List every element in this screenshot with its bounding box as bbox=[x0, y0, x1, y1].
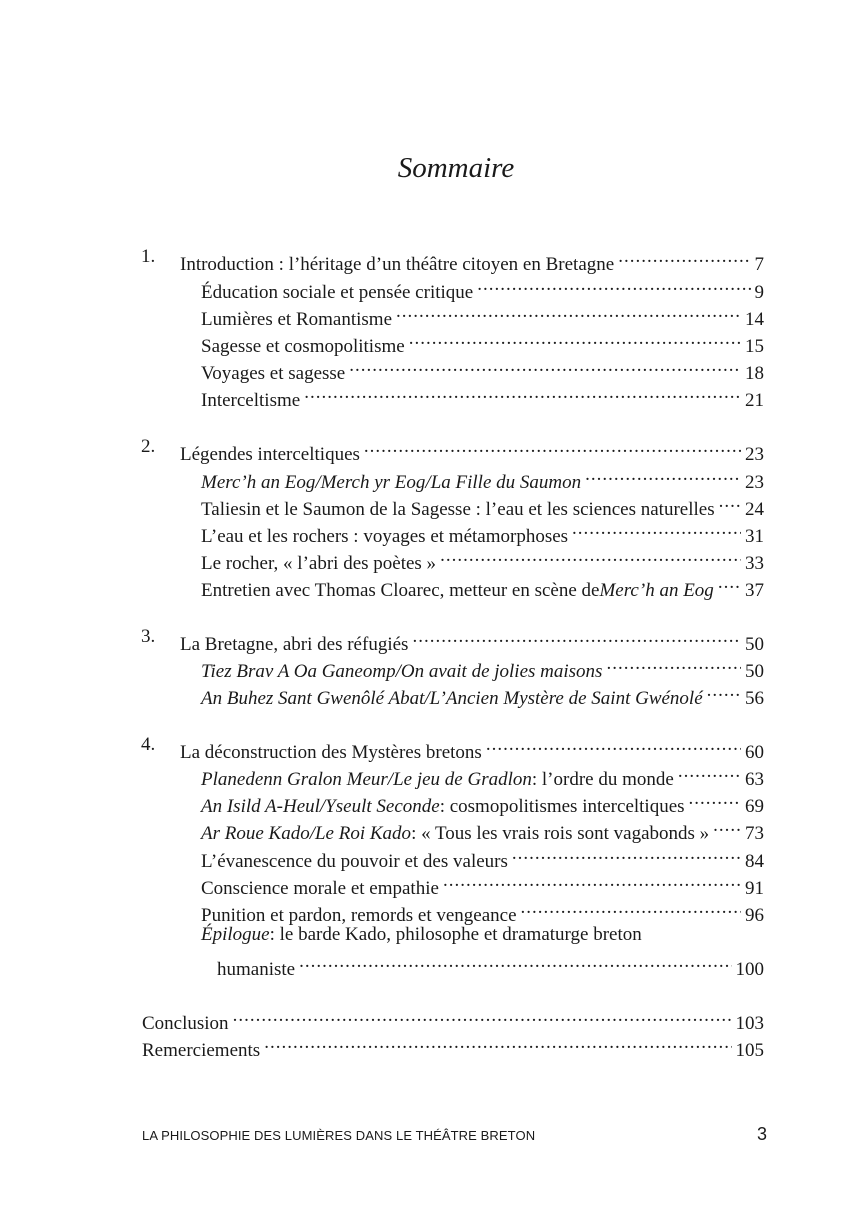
toc-number: 1. bbox=[141, 246, 156, 267]
toc-page: 37 bbox=[745, 580, 764, 601]
toc-leader bbox=[233, 1002, 732, 1029]
toc-leader bbox=[477, 271, 750, 298]
toc-leader bbox=[412, 623, 741, 650]
toc-leader bbox=[486, 731, 741, 758]
toc-label: La Bretagne, abri des réfugiés bbox=[180, 634, 409, 655]
toc-page: 50 bbox=[745, 634, 764, 655]
toc-page: 50 bbox=[745, 661, 764, 682]
toc-entry[interactable] bbox=[201, 677, 764, 709]
toc-leader bbox=[606, 650, 741, 677]
toc-leader bbox=[409, 325, 741, 352]
toc-label-part: : cosmopolitismes interceltiques bbox=[439, 796, 685, 817]
toc-label: Merc’h an Eog/Merch yr Eog/La Fille du Saumon bbox=[201, 472, 582, 493]
toc-label-part: : le barde Kado, philosophe et dramaturge breton bbox=[269, 924, 642, 945]
toc-page: 84 bbox=[745, 851, 764, 872]
toc-entry[interactable] bbox=[201, 298, 764, 330]
toc-leader bbox=[521, 894, 741, 921]
toc-entry[interactable] bbox=[201, 867, 764, 899]
toc-leader bbox=[719, 488, 741, 515]
toc-label: Légendes interceltiques bbox=[180, 444, 360, 465]
running-title: LA PHILOSOPHIE DES LUMIÈRES DANS LE THÉÂTRE BRETON bbox=[142, 1128, 536, 1143]
toc-leader bbox=[512, 840, 741, 867]
toc-page: 96 bbox=[745, 905, 764, 926]
toc-page: 60 bbox=[745, 742, 764, 763]
toc-leader bbox=[585, 461, 741, 488]
toc-leader bbox=[572, 515, 741, 542]
page-number: 3 bbox=[756, 1124, 767, 1144]
toc-entry[interactable] bbox=[201, 488, 764, 520]
toc-page: 9 bbox=[754, 282, 764, 303]
toc-leader bbox=[689, 785, 741, 812]
toc-leader bbox=[713, 812, 741, 839]
page-footer bbox=[142, 1124, 767, 1145]
toc-page: 105 bbox=[735, 1040, 764, 1061]
toc-label: Punition et pardon, remords et vengeance bbox=[201, 905, 517, 926]
toc-leader bbox=[443, 867, 741, 894]
toc-entry[interactable] bbox=[201, 812, 764, 844]
toc-entry[interactable] bbox=[217, 948, 764, 980]
toc-leader bbox=[678, 758, 741, 785]
toc-label: Remerciements bbox=[142, 1040, 261, 1061]
toc-entry[interactable] bbox=[201, 569, 764, 601]
toc-page: 56 bbox=[745, 688, 764, 709]
toc-page: 24 bbox=[745, 499, 764, 520]
toc-leader bbox=[440, 542, 741, 569]
toc-number: 2. bbox=[141, 436, 156, 457]
toc-label: Lumières et Romantisme bbox=[201, 309, 393, 330]
toc-label: Interceltisme bbox=[201, 390, 301, 411]
toc-page: 21 bbox=[745, 390, 764, 411]
toc-number: 4. bbox=[141, 734, 156, 755]
toc-label: L’eau et les rochers : voyages et métamorphoses bbox=[201, 526, 569, 547]
toc-entry[interactable] bbox=[141, 243, 764, 275]
toc-entry[interactable] bbox=[201, 921, 764, 948]
page-title: Sommaire bbox=[397, 152, 515, 184]
toc-page: 91 bbox=[745, 878, 764, 899]
toc-leader bbox=[718, 569, 741, 596]
toc-entry[interactable] bbox=[141, 433, 764, 465]
toc-page: 69 bbox=[745, 796, 764, 817]
toc-page: 23 bbox=[745, 472, 764, 493]
toc-page: 103 bbox=[735, 1013, 764, 1034]
toc-leader bbox=[618, 243, 750, 270]
toc-number: 3. bbox=[141, 626, 156, 647]
toc-entry[interactable] bbox=[201, 461, 764, 493]
toc-entry[interactable] bbox=[141, 731, 764, 763]
toc-entry[interactable] bbox=[201, 542, 764, 574]
toc-entry[interactable] bbox=[201, 758, 764, 790]
toc-label: Éducation sociale et pensée critique bbox=[201, 282, 474, 303]
toc-entry[interactable] bbox=[201, 785, 764, 817]
toc-label: Voyages et sagesse bbox=[201, 363, 346, 384]
toc-label: An Buhez Sant Gwenôlé Abat/L’Ancien Mystère de Saint Gwénolé bbox=[201, 688, 703, 709]
toc-entry[interactable] bbox=[201, 271, 764, 303]
toc-label: Introduction : l’héritage d’un théâtre citoyen en Bretagne bbox=[180, 254, 615, 275]
toc-entry[interactable] bbox=[142, 1002, 764, 1034]
toc-page: 15 bbox=[745, 336, 764, 357]
toc-label-part: : « Tous les vrais rois sont vagabonds » bbox=[411, 823, 710, 844]
toc-label-part: Entretien avec Thomas Cloarec, metteur en scène de bbox=[201, 580, 600, 601]
toc-entry[interactable] bbox=[201, 840, 764, 872]
toc-page: 63 bbox=[745, 769, 764, 790]
toc-entry[interactable] bbox=[141, 623, 764, 655]
toc-label-italic: Épilogue bbox=[201, 924, 270, 945]
toc-label-italic: Merc’h an Eog bbox=[599, 580, 714, 601]
toc-page: 73 bbox=[745, 823, 764, 844]
toc-label-italic: Planedenn Gralon Meur/Le jeu de Gradlon bbox=[201, 769, 532, 790]
toc-label: Taliesin et le Saumon de la Sagesse : l’eau et les sciences naturelles bbox=[201, 499, 715, 520]
toc-entry[interactable] bbox=[142, 1029, 764, 1061]
toc-label-italic: An Isild A-Heul/Yseult Seconde bbox=[201, 796, 440, 817]
toc-label: Sagesse et cosmopolitisme bbox=[201, 336, 405, 357]
toc-entry[interactable] bbox=[201, 352, 764, 384]
toc-label: La déconstruction des Mystères bretons bbox=[180, 742, 482, 763]
toc-label: Le rocher, « l’abri des poètes » bbox=[201, 553, 437, 574]
toc-leader bbox=[707, 677, 741, 704]
toc-page: 33 bbox=[745, 553, 764, 574]
toc-page: 18 bbox=[745, 363, 764, 384]
toc-page: 23 bbox=[745, 444, 764, 465]
toc-page: 100 bbox=[735, 959, 764, 980]
toc-label: Conscience morale et empathie bbox=[201, 878, 439, 899]
toc-leader bbox=[364, 433, 741, 460]
toc-leader bbox=[396, 298, 741, 325]
toc-leader bbox=[304, 379, 741, 406]
toc-entry[interactable] bbox=[201, 325, 764, 357]
toc-leader bbox=[299, 948, 731, 975]
toc-entry[interactable] bbox=[201, 894, 764, 926]
toc-page: 7 bbox=[754, 254, 764, 275]
toc-page: 31 bbox=[745, 526, 764, 547]
toc-leader bbox=[264, 1029, 731, 1056]
toc-label: humaniste bbox=[217, 959, 296, 980]
toc-entry[interactable] bbox=[201, 650, 764, 682]
toc-label-italic: Ar Roue Kado/Le Roi Kado bbox=[201, 823, 412, 844]
toc-entry[interactable] bbox=[201, 379, 764, 411]
toc-leader bbox=[349, 352, 741, 379]
toc-label: Conclusion bbox=[142, 1013, 229, 1034]
toc-label: Tiez Brav A Oa Ganeomp/On avait de jolies maisons bbox=[201, 661, 603, 682]
toc-label: L’évanescence du pouvoir et des valeurs bbox=[201, 851, 508, 872]
toc-page: 14 bbox=[745, 309, 764, 330]
toc-entry[interactable] bbox=[201, 515, 764, 547]
toc-label-part: : l’ordre du monde bbox=[531, 769, 674, 790]
